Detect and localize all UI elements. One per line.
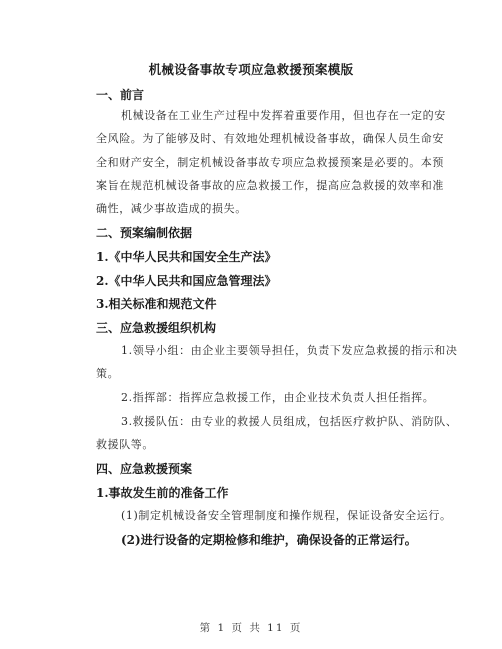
- paragraph-line: 全和财产安全，制定机械设备事故专项应急救援预案是必要的。本预: [96, 156, 444, 169]
- bold-paragraph-line: (2)进行设备的定期检修和维护，确保设备的正常运行。: [121, 533, 417, 547]
- section-heading-basis: 二、预案编制依据: [96, 226, 193, 240]
- section-heading-plan: 四、应急救援预案: [96, 462, 193, 476]
- paragraph-line: 3.救援队伍：由专业的救援人员组成，包括医疗救护队、消防队、: [121, 415, 458, 428]
- section-heading-preface: 一、前言: [96, 88, 145, 102]
- paragraph-line: 案旨在规范机械设备事故的应急救援工作，提高应急救援的效率和准: [96, 179, 444, 192]
- paragraph-line: 全风险。为了能够及时、有效地处理机械设备事故，确保人员生命安: [96, 132, 444, 145]
- basis-item: 1.《中华人民共和国安全生产法》: [96, 250, 277, 264]
- document-title: 机械设备事故专项应急救援预案模版: [148, 62, 354, 77]
- paragraph-line: 机械设备在工业生产过程中发挥着重要作用，但也存在一定的安: [121, 109, 446, 122]
- paragraph-line: 2.指挥部：指挥应急救援工作，由企业技术负责人担任指挥。: [121, 391, 435, 404]
- subsection-heading: 1.事故发生前的准备工作: [96, 486, 229, 500]
- page-footer: 第 1 页 共 11 页: [199, 622, 303, 634]
- basis-item: 3.相关标准和规范文件: [96, 297, 217, 311]
- paragraph-line: (1)制定机械设备安全管理制度和操作规程，保证设备安全运行。: [121, 509, 452, 522]
- basis-item: 2.《中华人民共和国应急管理法》: [96, 274, 277, 288]
- section-heading-organization: 三、应急救援组织机构: [96, 321, 217, 335]
- paragraph-line: 1.领导小组：由企业主要领导担任，负责下发应急救援的指示和决: [121, 344, 458, 357]
- paragraph-line: 策。: [96, 367, 120, 380]
- paragraph-line: 救援队等。: [96, 438, 154, 451]
- paragraph-line: 确性，减少事故造成的损失。: [96, 202, 247, 215]
